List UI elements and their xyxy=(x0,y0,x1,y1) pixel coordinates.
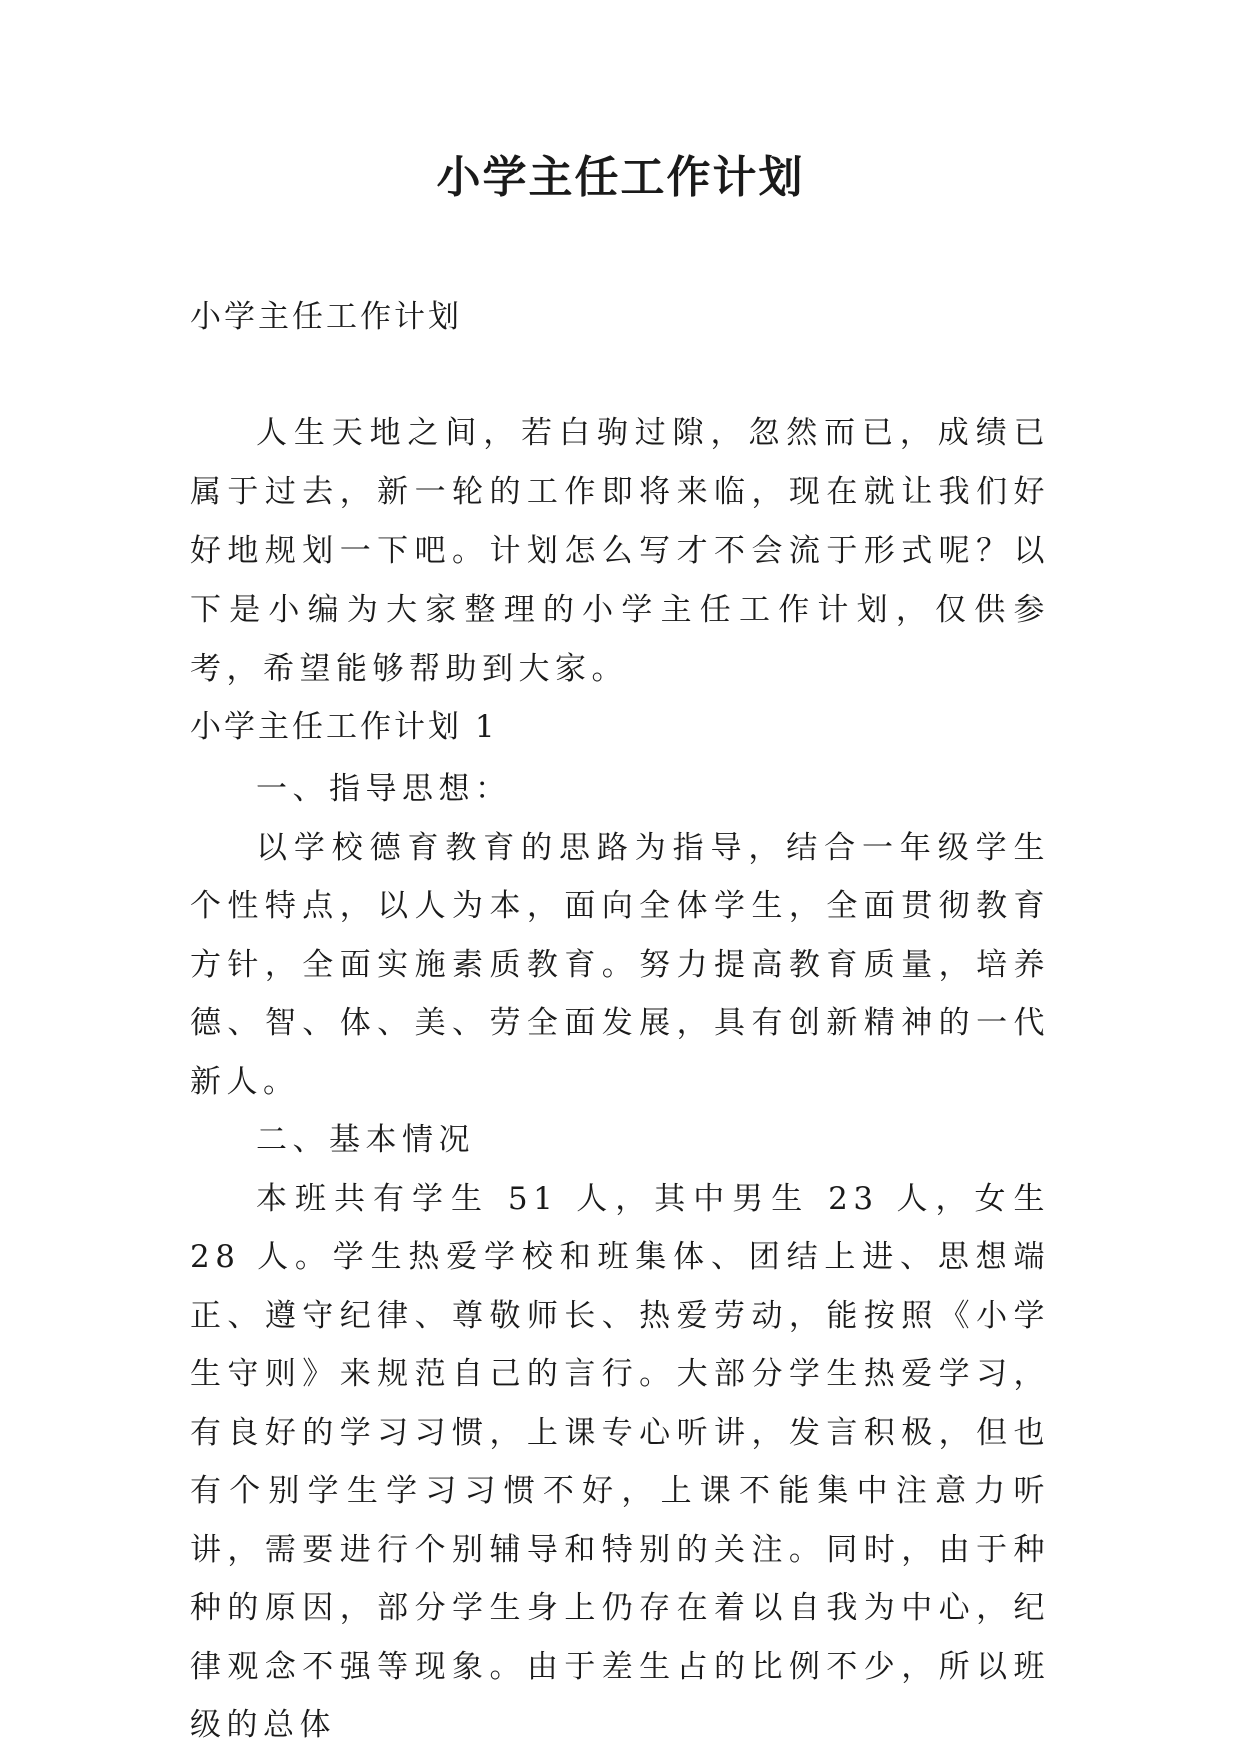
section-body xyxy=(190,760,1050,1755)
heading-basic-situation: 二、基本情况 xyxy=(256,1122,475,1158)
intro-paragraph: 人生天地之间，若白驹过隙，忽然而已，成绩已属于过去，新一轮的工作即将来临，现在就让我们好好地规划一下吧。计划怎么写才不会流于形式呢？以下是小编为大家整理的小学主任工作计划，仅供参考，希望能够帮助到大家。 xyxy=(190,415,1050,687)
paragraph-basic-situation: 本班共有学生 51 人，其中男生 23 人，女生 28 人。学生热爱学校和班集体、团结上进、思想端正、遵守纪律、尊敬师长、热爱劳动，能按照《小学生守则》来规范自己的言行。大部分学生热爱学习，有良好的学习习惯，上课专心听讲，发言积极，但也有个别学生学习习惯不好，上课不能集中注意力听讲，需要进行个别辅导和特别的关注。同时，由于种种的原因，部分学生身上仍存在着以自我为中心，纪律观念不强等现象。由于差生占的比例不少，所以班级的总体 xyxy=(190,1180,1050,1743)
section-heading: 小学主任工作计划 1 xyxy=(190,709,498,745)
heading-guiding-ideology: 一、指导思想： xyxy=(256,771,512,807)
paragraph-guiding-ideology: 以学校德育教育的思路为指导，结合一年级学生个性特点，以人为本，面向全体学生，全面贯彻教育方针，全面实施素质教育。努力提高教育质量，培养德、智、体、美、劳全面发展，具有创新精神的一代新人。 xyxy=(190,829,1050,1100)
document-title: 小学主任工作计划 xyxy=(436,152,805,203)
document-subtitle: 小学主任工作计划 xyxy=(190,299,462,335)
